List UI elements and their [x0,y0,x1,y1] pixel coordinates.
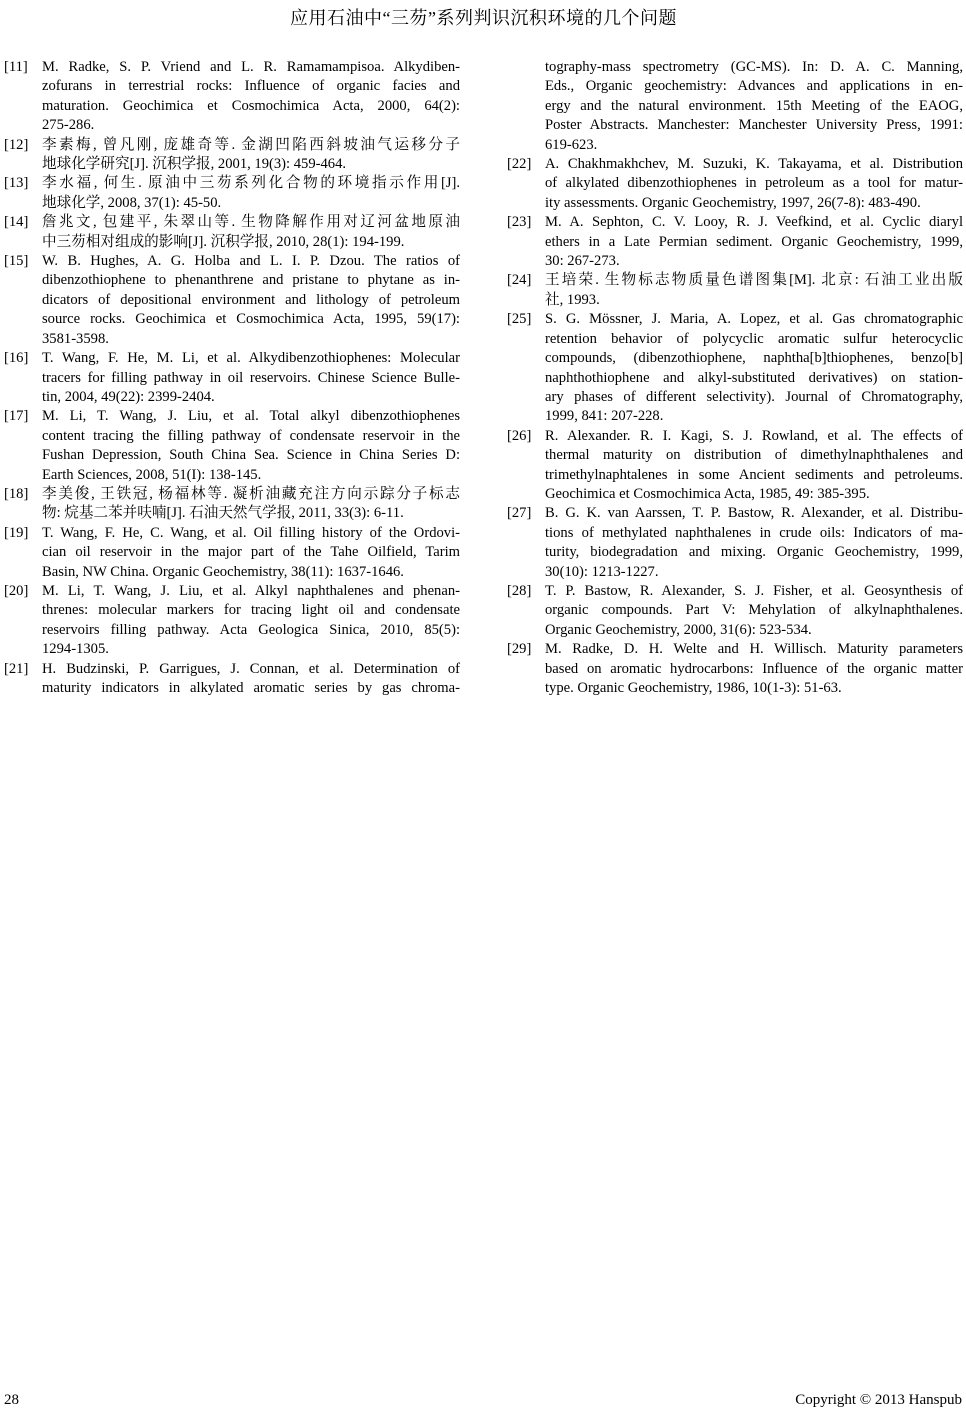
reference-line: type. Organic Geochemistry, 1986, 10(1-3): 51-63. [545,680,842,696]
reference-line: S. G. Mössner, J. Maria, A. Lopez, et al. Gas chromatographic [545,311,963,328]
reference-line: 中三芴相对组成的影响[J]. 沉积学报, 2010, 28(1): 194-199. [42,233,405,250]
reference-line: 李素梅, 曾凡刚, 庞雄奇等. 金湖凹陷西斜坡油气运移分子 [42,136,460,153]
reference-line: based on aromatic hydrocarbons: Influence of the organic matter [545,660,963,677]
reference-line: ary phases of different selectivity). Journal of Chromatography, [545,388,963,405]
reference-line: R. Alexander. R. I. Kagi, S. J. Rowland, et al. The effects of [545,427,963,444]
reference-entry [507,427,963,505]
reference-line: maturation. Geochimica et Cosmochimica Acta, 2000, 64(2): [42,97,460,114]
reference-entry [4,407,460,485]
reference-number: [19] [4,524,29,541]
reference-line: ergy and the natural environment. 15th Meeting of the EAOG, [545,97,963,114]
reference-line: Poster Abstracts. Manchester: Manchester University Press, 1991: [545,117,963,134]
reference-entry [507,504,963,582]
reference-entry [4,485,460,524]
reference-line: Earth Sciences, 2008, 51(I): 138-145. [42,466,262,483]
reference-line: T. Wang, F. He, M. Li, et al. Alkydibenzothiophenes: Molecular [42,350,460,367]
reference-line: tions of methylated naphthalenes in crude oils: Indicators of ma- [545,524,963,541]
reference-entry [4,349,460,407]
reference-line: 社, 1993. [545,291,600,308]
reference-line: 1294-1305. [42,641,109,658]
reference-number: [17] [4,408,29,425]
reference-line: maturity indicators in alkylated aromatic series by gas chroma- [42,680,460,696]
reference-line: organic compounds. Part V: Mehylation of alkylnaphthalenes. [545,602,963,619]
page-title: 应用石油中“三芴”系列判识沉积环境的几个问题 [290,8,677,28]
page-number: 28 [4,1392,19,1408]
reference-entry [4,660,460,699]
reference-line: M. Li, T. Wang, J. Liu, et al. Total alkyl dibenzothiophenes [42,408,460,425]
reference-line: dibenzothiophene to phenanthrene and pristane to phytane as in- [42,272,460,289]
reference-line: naphthothiophene and alkyl-substituted derivatives) on station- [545,369,963,386]
reference-number: [15] [4,253,29,270]
reference-line: tracers for filling pathway in oil reservoirs. Chinese Science Bulle- [42,369,460,386]
reference-entry [4,213,460,252]
reference-line: threnes: molecular markers for tracing light oil and condensate [42,602,460,619]
reference-line: of alkylated dibenzothiophenes in petroleum as a tool for matur- [545,175,963,192]
reference-line: zofurans in terrestrial rocks: Influence of organic facies and [42,78,460,95]
reference-line: 地球化学研究[J]. 沉积学报, 2001, 19(3): 459-464. [42,156,347,173]
reference-line: Eds., Organic geochemistry: Advances and applications in en- [545,78,963,95]
reference-line: Organic Geochemistry, 2000, 31(6): 523-534. [545,621,812,638]
reference-entry [4,136,460,175]
reference-entry [507,58,963,155]
reference-line: source rocks. Geochimica et Cosmochimica Acta, 1995, 59(17): [42,311,460,328]
reference-line: 李美俊, 王铁冠, 杨福林等. 凝析油藏充注方向示踪分子标志 [42,485,460,502]
reference-entry [4,524,460,582]
reference-line: 地球化学, 2008, 37(1): 45-50. [42,194,222,211]
reference-number: [13] [4,175,29,192]
reference-number: [21] [4,660,29,677]
reference-entry [507,213,963,271]
reference-line: M. A. Sephton, C. V. Looy, R. J. Veefkind, et al. Cyclic diaryl [545,214,963,231]
reference-line: cian oil reservoir in the major part of the Tahe Oilfield, Tarim [42,544,460,561]
reference-line: 詹兆文, 包建平, 朱翠山等. 生物降解作用对辽河盆地原油 [42,214,460,231]
reference-line: M. Radke, D. H. Welte and H. Willisch. Maturity parameters [545,641,963,658]
reference-line: A. Chakhmakhchev, M. Suzuki, K. Takayama, et al. Distribution [545,156,963,173]
reference-line: thermal maturity on distribution of dimethylnaphthalenes and [545,447,963,464]
reference-number: [22] [507,156,532,173]
reference-line: W. B. Hughes, A. G. Holba and L. I. P. Dzou. The ratios of [42,253,460,270]
reference-line: ethers in a Late Permian sediment. Organic Geochemistry, 1999, [545,233,963,250]
reference-line: H. Budzinski, P. Garrigues, J. Connan, et al. Determination of [42,660,460,677]
reference-line: trimethylnaphtalenes in some Ancient sediments and petroleums. [545,466,963,483]
reference-line: tography-mass spectrometry (GC-MS). In: D. A. C. Manning, [545,59,963,75]
reference-line: 李水福, 何生. 原油中三芴系列化合物的环境指示作用[J]. [42,175,460,192]
reference-number: [20] [4,582,29,599]
reference-line: 物: 烷基二苯并呋喃[J]. 石油天然气学报, 2011, 33(3): 6-11. [42,505,404,522]
reference-number: [24] [507,272,532,289]
reference-number: [12] [4,136,29,153]
references-column-right [507,58,963,698]
reference-number: [23] [507,214,532,231]
reference-number: [25] [507,311,532,328]
reference-number: [16] [4,350,29,367]
reference-entry [507,310,963,426]
reference-line: dicators of depositional environment and lithology of petroleum [42,291,460,308]
reference-number: [27] [507,505,532,522]
reference-line: 3581-3598. [42,330,109,347]
reference-entry [507,271,963,310]
reference-line: turity, biodegradation and mixing. Organic Geochemistry, 1999, [545,544,963,561]
page-footer [4,1391,962,1409]
reference-line: Fushan Depression, South China Sea. Science in China Series D: [42,447,460,464]
reference-entry [4,174,460,213]
reference-line: reservoirs filling pathway. Acta Geologica Sinica, 2010, 85(5): [42,621,460,638]
reference-number: [18] [4,485,29,502]
reference-line: ity assessments. Organic Geochemistry, 1997, 26(7-8): 483-490. [545,194,921,211]
reference-line: Geochimica et Cosmochimica Acta, 1985, 49: 385-395. [545,485,870,502]
reference-entry [4,252,460,349]
reference-line: retention behavior of polycyclic aromatic sulfur heterocyclic [545,330,963,347]
reference-number: [11] [4,59,28,75]
reference-line: 275-286. [42,117,95,134]
reference-line: content tracing the filling pathway of condensate reservoir in the [42,427,460,444]
references-section [4,58,963,698]
reference-line: 619-623. [545,136,598,153]
reference-entry [4,582,460,660]
copyright-notice: Copyright © 2013 Hanspub [795,1392,962,1408]
reference-line: compounds, (dibenzothiophene, naphtha[b]thiophenes, benzo[b] [545,350,963,367]
reference-line: 30: 267-273. [545,253,620,270]
reference-entry [507,155,963,213]
reference-line: 30(10): 1213-1227. [545,563,659,580]
reference-entry [4,58,460,136]
reference-number: [29] [507,641,532,658]
reference-line: M. Radke, S. P. Vriend and L. R. Ramamampisoa. Alkydiben- [42,59,460,75]
reference-line: Basin, NW China. Organic Geochemistry, 38(11): 1637-1646. [42,563,404,580]
references-column-left [4,58,460,698]
reference-entry [507,582,963,640]
reference-line: 1999, 841: 207-228. [545,408,664,425]
reference-line: T. P. Bastow, R. Alexander, S. J. Fisher, et al. Geosynthesis of [545,582,963,599]
reference-line: B. G. K. van Aarssen, T. P. Bastow, R. Alexander, et al. Distribu- [545,505,963,522]
reference-entry [507,640,963,698]
reference-line: T. Wang, F. He, C. Wang, et al. Oil filling history of the Ordovi- [42,524,460,541]
reference-number: [14] [4,214,29,231]
reference-number: [26] [507,427,532,444]
reference-line: M. Li, T. Wang, J. Liu, et al. Alkyl naphthalenes and phenan- [42,582,460,599]
reference-line: tin, 2004, 49(22): 2399-2404. [42,388,215,405]
reference-number: [28] [507,582,532,599]
reference-line: 王培荣. 生物标志物质量色谱图集[M]. 北京: 石油工业出版 [545,272,963,289]
